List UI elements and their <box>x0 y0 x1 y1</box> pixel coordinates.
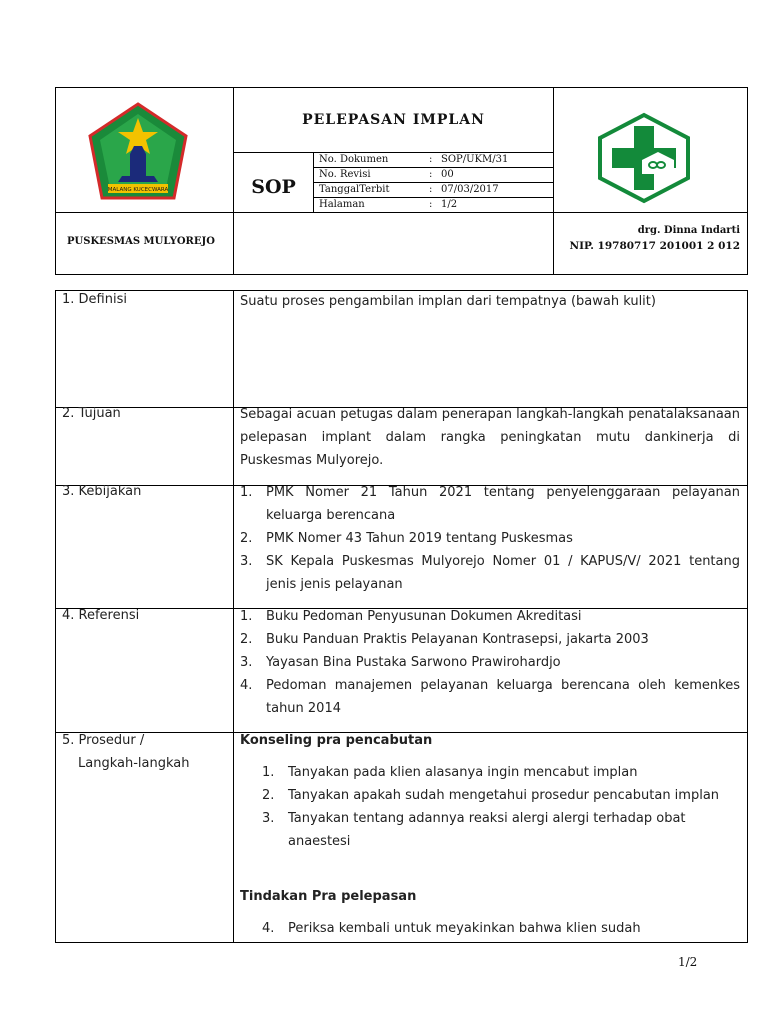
list-number: 1. <box>240 485 253 500</box>
list-item <box>240 605 740 628</box>
list-text: Tanyakan pada klien alasanya ingin mencabut implan <box>288 765 638 780</box>
meta-value: SOP/UKM/31 <box>441 154 509 165</box>
list-text: PMK Nomer 21 Tahun 2021 tentang penyelenggaraan pelayanan keluarga berencana <box>266 485 740 523</box>
page-number: 1/2 <box>678 955 698 969</box>
list-number: 4. <box>240 678 253 693</box>
list-item <box>262 761 740 784</box>
list-number: 2. <box>240 531 253 546</box>
list-item <box>240 651 740 674</box>
section-label: 5. Prosedur / <box>62 733 145 748</box>
list-number: 4. <box>262 921 275 936</box>
list-text: Tanyakan apakah sudah mengetahui prosedur pencabutan implan <box>288 788 720 803</box>
meta-row-revision <box>314 168 553 183</box>
section-label: 3. Kebijakan <box>62 484 142 499</box>
puskesmas-cross-logo <box>596 112 692 204</box>
list-item <box>240 550 740 596</box>
list-text: Tanyakan tentang adannya reaksi alergi alergi terhadap obat anaestesi <box>288 811 686 849</box>
meta-key: Halaman <box>319 199 365 210</box>
list-item <box>240 481 740 527</box>
list-number: 2. <box>262 788 275 803</box>
section-label: 4. Referensi <box>62 608 140 623</box>
list-item <box>240 674 740 720</box>
meta-value: 00 <box>441 169 454 180</box>
counseling-steps <box>262 761 740 853</box>
list-item <box>262 917 740 940</box>
list-item <box>240 527 740 550</box>
subheading-counseling: Konseling pra pencabutan <box>240 733 433 748</box>
svg-text:MALANG KUCECWARA: MALANG KUCECWARA <box>107 187 169 193</box>
meta-row-issue-date <box>314 183 553 198</box>
section-label: 2. Tujuan <box>62 406 121 421</box>
meta-colon: : <box>429 199 433 210</box>
meta-colon: : <box>429 154 433 165</box>
list-text: PMK Nomer 43 Tahun 2019 tentang Puskesmas <box>266 531 573 546</box>
list-text: Periksa kembali untuk meyakinkan bahwa klien sudah <box>288 921 641 936</box>
reference-list <box>240 605 740 720</box>
meta-row-page <box>314 198 553 213</box>
section-text: Suatu proses pengambilan implan dari tempatnya (bawah kulit) <box>240 294 656 309</box>
meta-colon: : <box>429 169 433 180</box>
list-text: Pedoman manajemen pelayanan keluarga berencana oleh kemenkes tahun 2014 <box>266 678 740 716</box>
list-number: 2. <box>240 632 253 647</box>
meta-value: 1/2 <box>441 199 458 210</box>
list-number: 1. <box>240 609 253 624</box>
list-number: 1. <box>262 765 275 780</box>
pre-removal-steps <box>262 917 740 940</box>
list-number: 3. <box>240 655 253 670</box>
list-number: 3. <box>262 811 275 826</box>
policy-list <box>240 481 740 596</box>
signatory-nip: NIP. 19780717 201001 2 012 <box>569 240 740 252</box>
city-emblem-logo <box>86 102 190 202</box>
meta-value: 07/03/2017 <box>441 184 499 195</box>
list-item <box>240 628 740 651</box>
organization-name: PUSKESMAS MULYOREJO <box>67 236 215 247</box>
signatory-name: drg. Dinna Indarti <box>637 225 740 236</box>
subheading-pre-removal: Tindakan Pra pelepasan <box>240 889 417 904</box>
section-text: Sebagai acuan petugas dalam penerapan langkah-langkah penatalaksanaan pelepasan implant dalam rangka peningkatan mutu dankinerja di Puskesmas Mulyorejo. <box>240 407 740 468</box>
header-table <box>55 87 748 275</box>
meta-row-document-number <box>314 153 553 168</box>
list-item <box>262 807 740 853</box>
meta-key: TanggalTerbit <box>319 184 390 195</box>
section-label-continued: Langkah-langkah <box>78 756 190 771</box>
sop-label: SOP <box>251 176 296 198</box>
list-text: Buku Panduan Praktis Pelayanan Kontrasepsi, jakarta 2003 <box>266 632 649 647</box>
document-title: PELEPASAN IMPLAN <box>302 112 485 128</box>
list-text: Buku Pedoman Penyusunan Dokumen Akreditasi <box>266 609 582 624</box>
meta-colon: : <box>429 184 433 195</box>
section-label: 1. Definisi <box>62 292 127 307</box>
list-number: 3. <box>240 554 253 569</box>
list-text: SK Kepala Puskesmas Mulyorejo Nomer 01 / KAPUS/V/ 2021 tentang jenis jenis pelayanan <box>266 554 740 592</box>
list-item <box>262 784 740 807</box>
meta-key: No. Revisi <box>319 169 371 180</box>
list-text: Yayasan Bina Pustaka Sarwono Prawirohardjo <box>266 655 561 670</box>
meta-key: No. Dokumen <box>319 154 389 165</box>
